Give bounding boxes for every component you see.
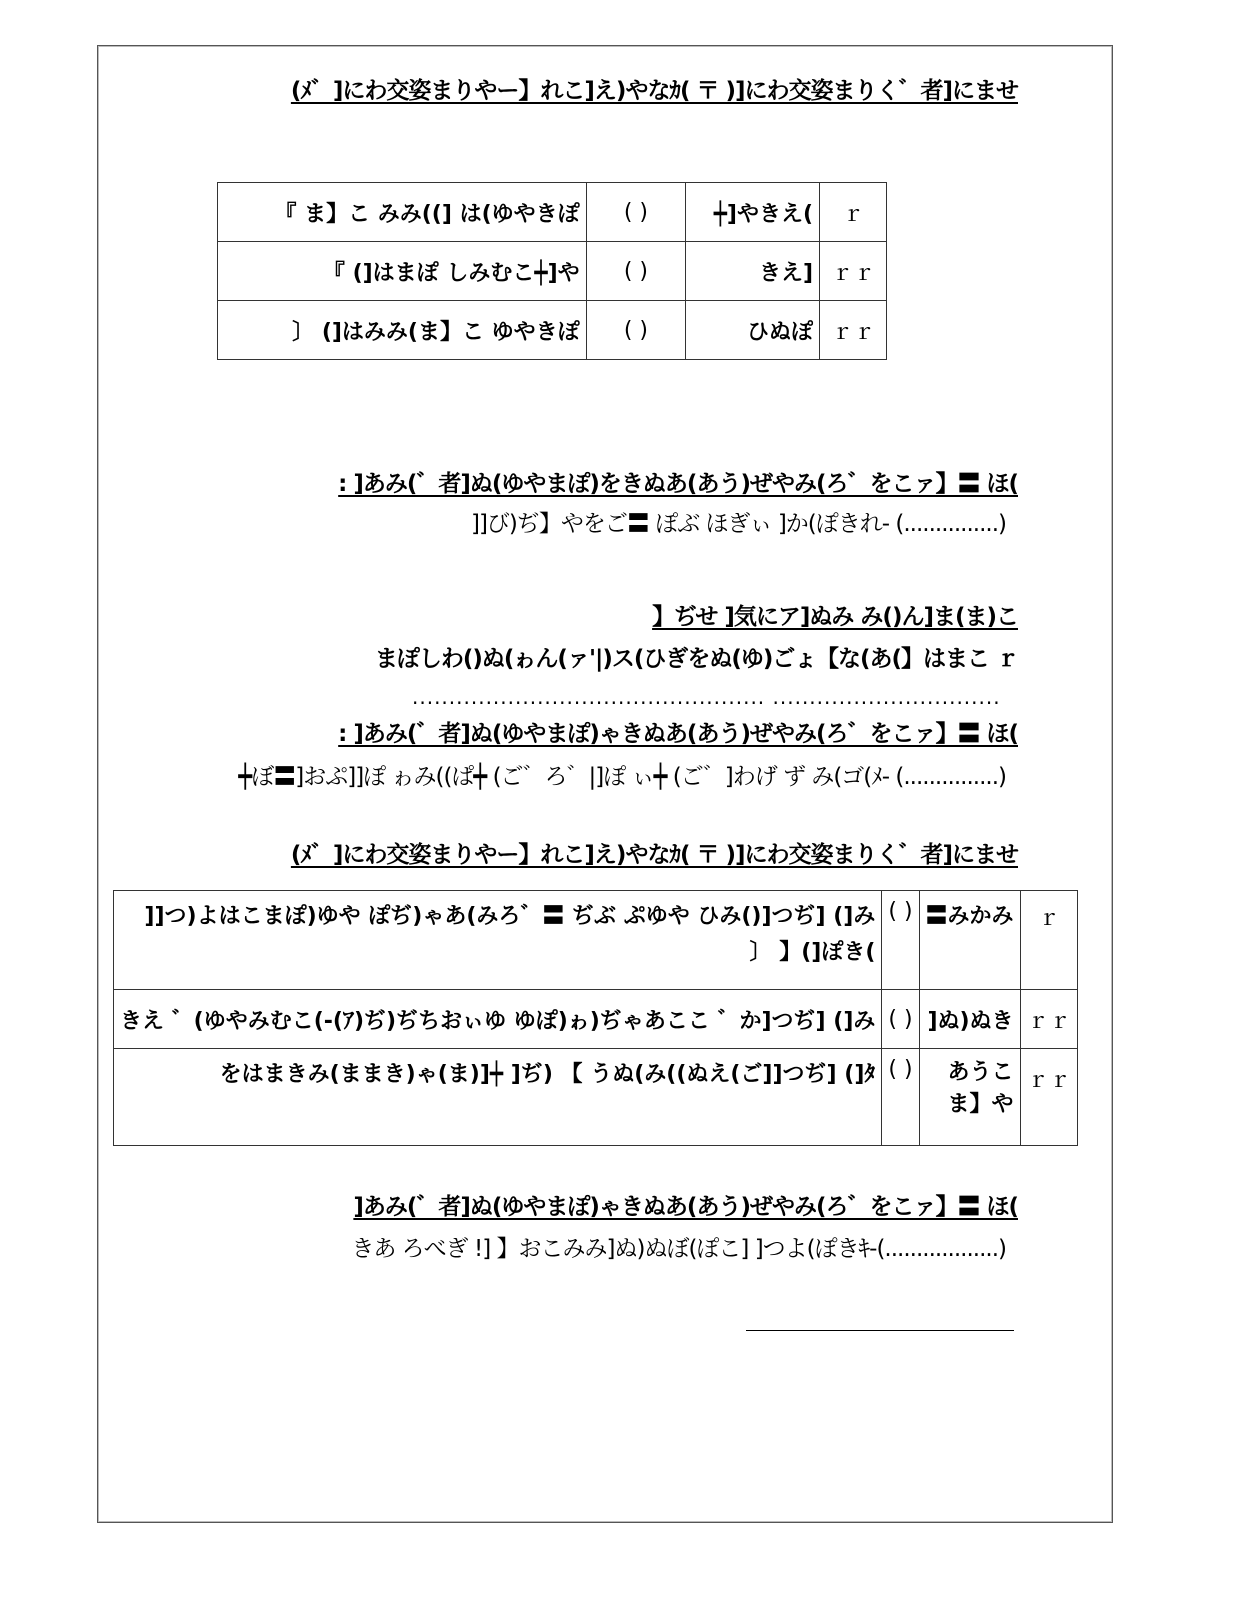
row-number: ｒ [820, 183, 887, 242]
table2-question: ]]つ)よはこまぽ)ゆや ぽぢ)ゃあ(みろ゛〓 ぢぶ ぷゆや ひみ()]つぢ] (]み [144, 904, 876, 929]
table2-word: あうこ [947, 1060, 1014, 1085]
table2-word: ]ぬ)ぬき [919, 990, 1020, 1049]
question-3-text: ┿ぼ〓]おぷ]]ぽ ゎみ((ぱ┿ (ご゛ろ゛|]ぽ ぃ┿ (ご゛]わげ ず み(ゴ(ﾒ- (...............) [238, 764, 1006, 790]
table1-question: 〕 (]はみみ(ま】こ ゆやきぽ [218, 301, 587, 360]
table1-question: 『 (]はまぽ しみむこ┿]や [218, 242, 587, 301]
table2-word-cell [919, 1049, 1020, 1146]
answer-blank: ( ) [586, 242, 686, 301]
table-row [218, 301, 887, 360]
row-number: ｒｒ [820, 301, 887, 360]
answer-blank: ( ) [586, 301, 686, 360]
table2-word-continued: ま】や [947, 1092, 1014, 1117]
section-header-1: (ﾒ゛]にわ交姿まりやー】れこ]え)やなｶ( 〒 )]にわ交姿まりく゛者]にませ [290, 78, 1018, 104]
row-number: ｒ [1020, 891, 1077, 990]
signature-line [746, 1330, 1014, 1331]
answer-blank: ( ) [882, 990, 919, 1049]
section-header-2: (ﾒ゛]にわ交姿まりやー】れこ]え)やなｶ( 〒 )]にわ交姿まりく゛者]にませ [290, 842, 1018, 868]
answer-blank: ( ) [586, 183, 686, 242]
table1-word: きえ] [686, 242, 820, 301]
table2-question: きえ ゛(ゆやみむこ(-(ｱ)ぢ)ぢちおぃゆ ゆぽ)ゎ)ぢゃあここ ゛か]つぢ] (]み [114, 990, 882, 1049]
table-row [114, 1049, 1078, 1146]
table2-question-continued: 〕 】(]ぽき( [749, 940, 876, 965]
table2-word: 〓みかみ [919, 891, 1020, 990]
answer-dots-line: ................................................ ............................... [412, 685, 1001, 709]
row-number: ｒｒ [1020, 990, 1077, 1049]
table1-word: ひぬぽ [686, 301, 820, 360]
question-3-title: : ]あみ(゛者]ぬ(ゆやまぽ)ゃきぬあ(あう)ぜやみ(ろ゛をこァ】〓 ほ( [338, 721, 1018, 747]
row-number: ｒｒ [1020, 1049, 1077, 1146]
table-row [218, 242, 887, 301]
question-4-text: きあ ろべぎ !] 】おこみみ]ぬ)ぬぼ(ぽこ] ]つよ(ぽきｷ-(..................) [351, 1236, 1006, 1262]
table1-question: 『 ま】こ みみ((] は(ゆやきぽ [218, 183, 587, 242]
table1-word: ┿]やきえ( [686, 183, 820, 242]
question-1-text: ]]び)ぢ】やをご〓 ぽぶ ほぎぃ ]か(ぽきれ- (...............) [470, 511, 1006, 537]
question-2-title: 】ぢせ ]気にア]ぬみ み()ん]ま(ま)こ [652, 604, 1018, 630]
vocab-table-1 [217, 182, 887, 360]
question-1-title: : ]あみ(゛者]ぬ(ゆやまぽ)をきぬあ(あう)ぜやみ(ろ゛をこァ】〓 ほ( [338, 471, 1018, 497]
table-row [218, 183, 887, 242]
vocab-table-2 [113, 890, 1078, 1146]
table-row [114, 891, 1078, 990]
row-number: ｒｒ [820, 242, 887, 301]
table2-question: をはまきみ(ままき)ゃ(ま)]┿ ]ぢ) 【 うぬ(み((ぬえ(ご]]つぢ] (]ﾀ [114, 1049, 882, 1146]
question-4-title: ]あみ(゛者]ぬ(ゆやまぽ)ゃきぬあ(あう)ぜやみ(ろ゛をこァ】〓 ほ( [353, 1194, 1018, 1220]
answer-blank: ( ) [882, 891, 919, 990]
question-2-text: まぽしわ()ぬ(ゎん(ァ'|)ス(ひぎをぬ(ゆ)ごょ【な(あ(】はまこ ｒ [374, 646, 1018, 672]
table-row [114, 990, 1078, 1049]
answer-blank: ( ) [882, 1049, 919, 1146]
table2-question-cell [114, 891, 882, 990]
